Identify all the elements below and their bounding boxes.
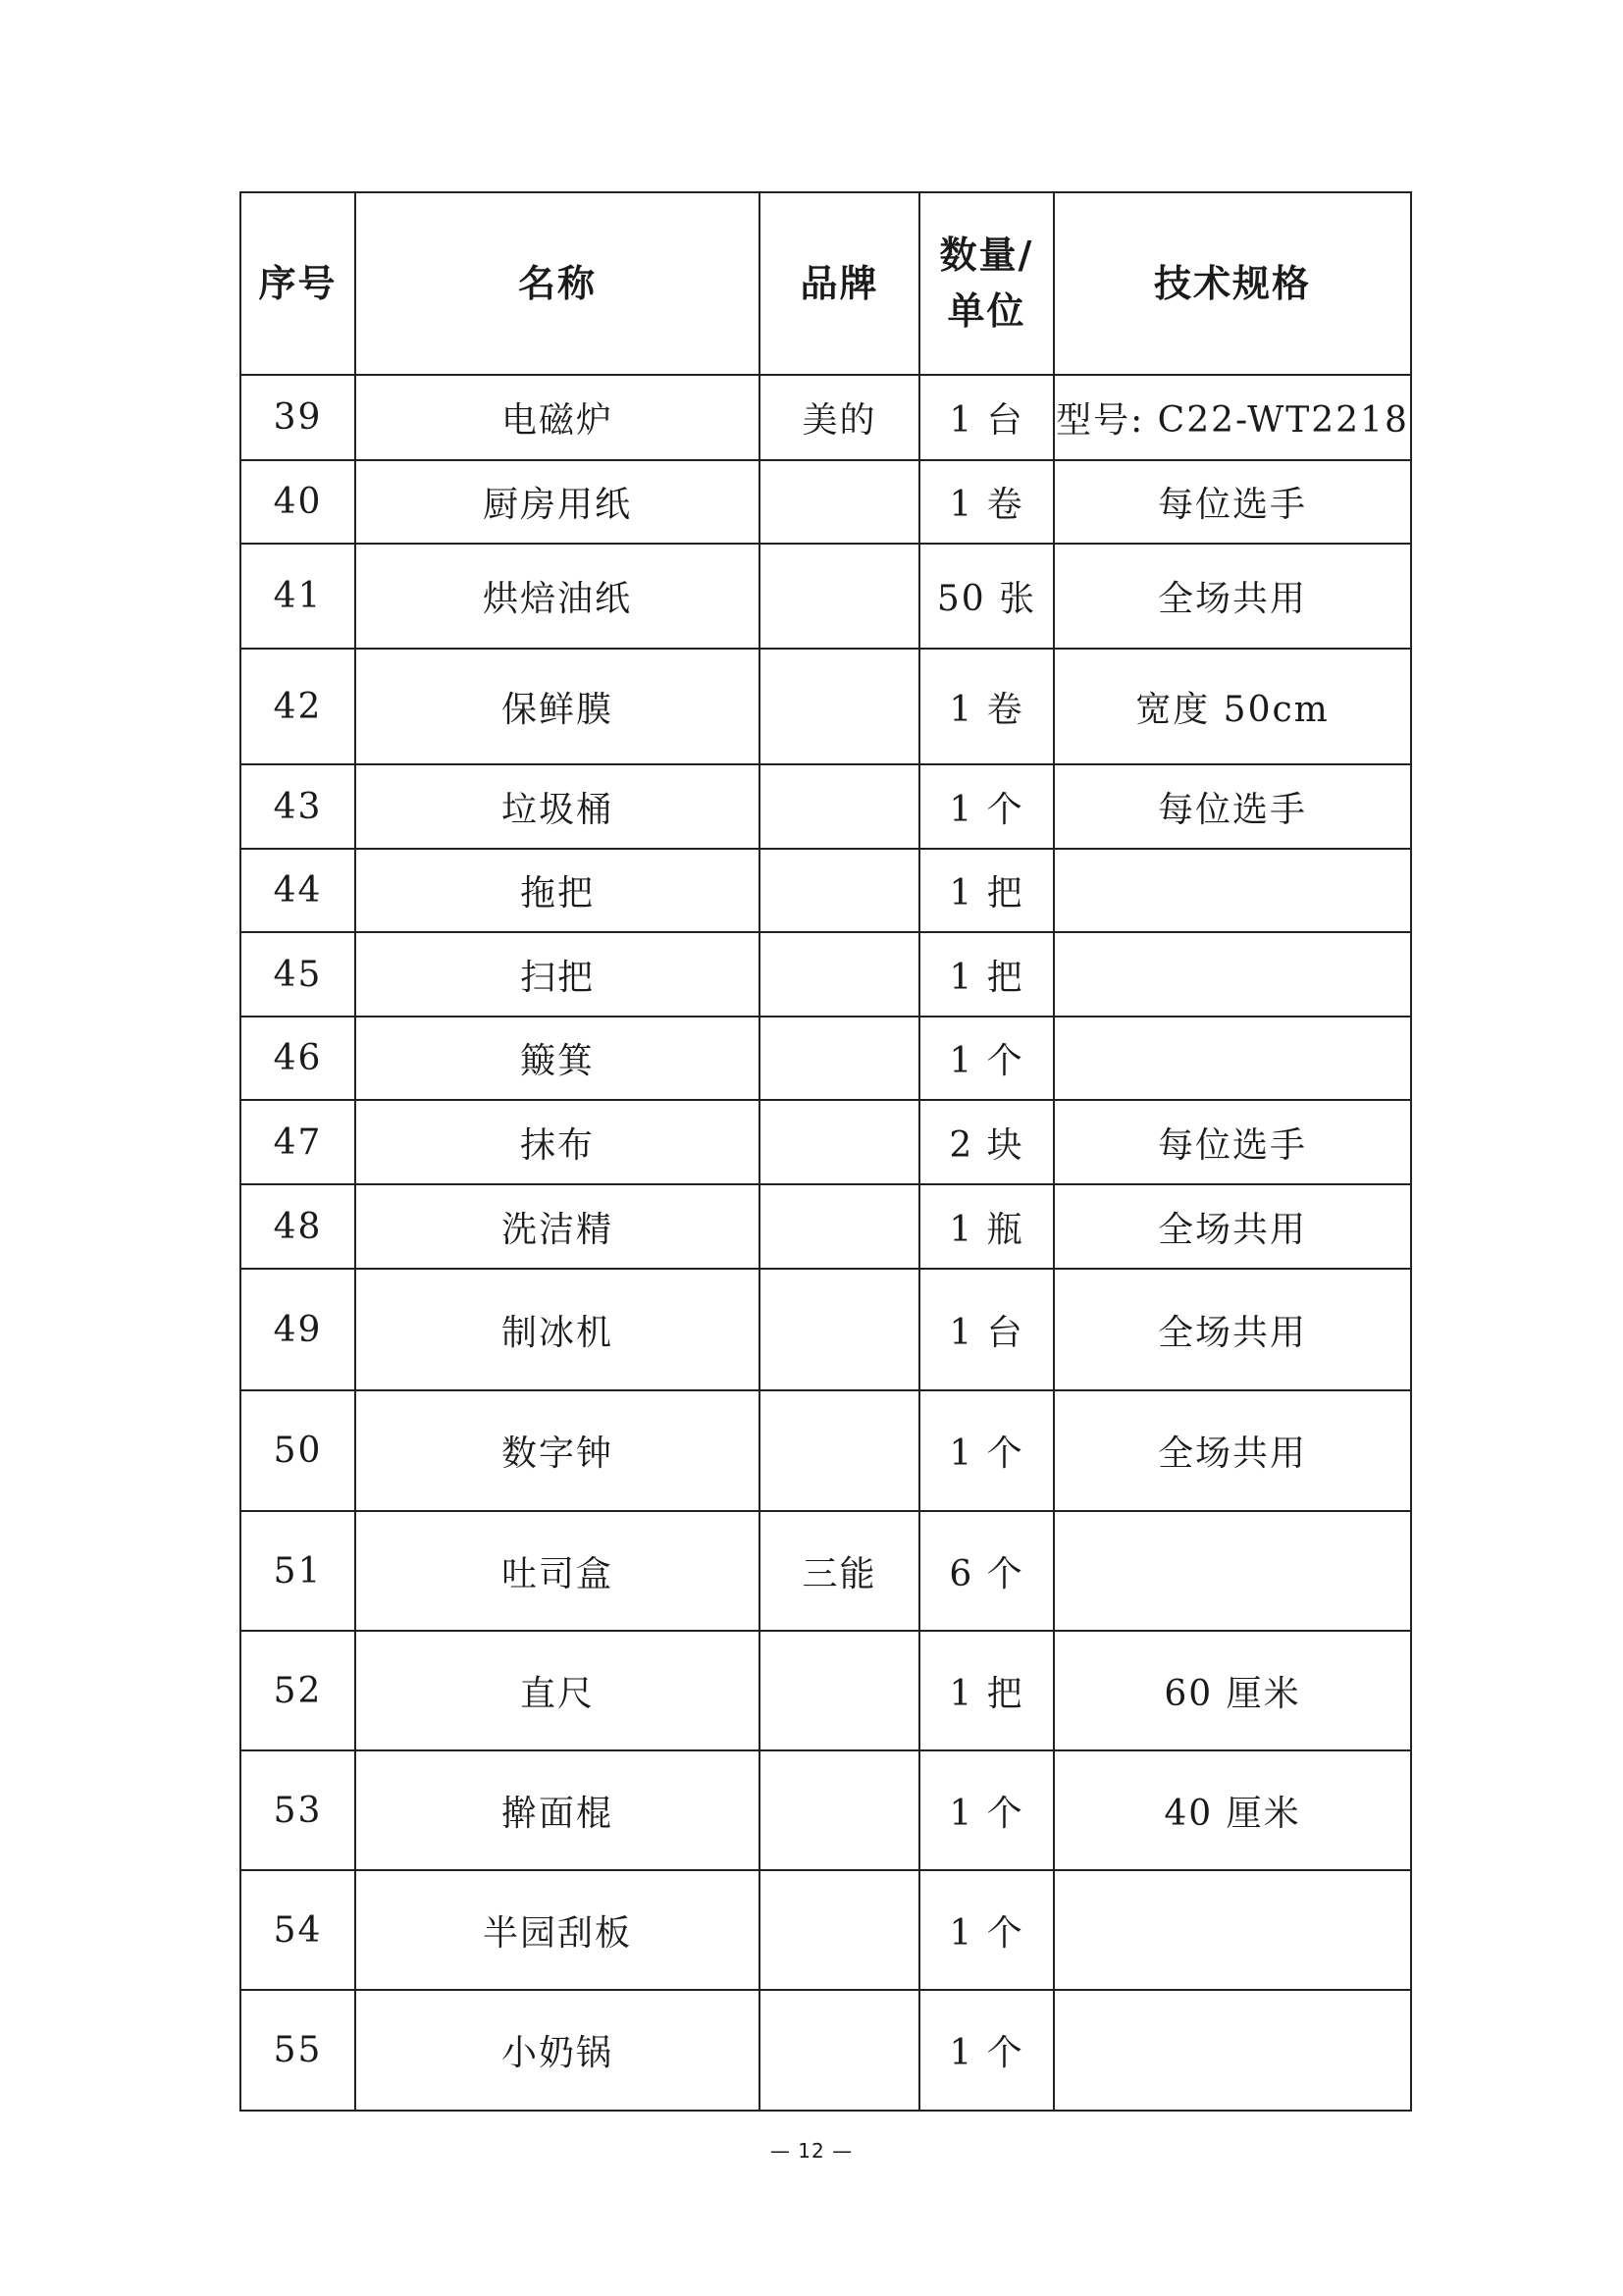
cell-name: 擀面棍 <box>355 1750 759 1870</box>
cell-index: 40 <box>240 460 355 544</box>
cell-spec <box>1054 1990 1411 2111</box>
cell-qty: 1 台 <box>919 1269 1054 1390</box>
cell-spec: 全场共用 <box>1054 1184 1411 1269</box>
table-row <box>240 1990 1411 2111</box>
cell-spec: 60 厘米 <box>1054 1631 1411 1750</box>
cell-brand <box>759 1184 919 1269</box>
cell-spec: 每位选手 <box>1054 1100 1411 1184</box>
cell-spec: 全场共用 <box>1054 1390 1411 1511</box>
header-spec: 技术规格 <box>1054 192 1411 375</box>
table-row <box>240 460 1411 544</box>
cell-index: 51 <box>240 1511 355 1631</box>
cell-brand <box>759 1750 919 1870</box>
cell-index: 53 <box>240 1750 355 1870</box>
cell-qty: 1 把 <box>919 932 1054 1017</box>
table-row <box>240 1100 1411 1184</box>
table-row <box>240 375 1411 460</box>
cell-brand <box>759 460 919 544</box>
cell-spec <box>1054 1511 1411 1631</box>
table-row <box>240 1511 1411 1631</box>
cell-qty: 1 个 <box>919 1990 1054 2111</box>
cell-index: 54 <box>240 1870 355 1990</box>
cell-spec: 每位选手 <box>1054 764 1411 849</box>
cell-name: 保鲜膜 <box>355 649 759 764</box>
cell-index: 48 <box>240 1184 355 1269</box>
cell-name: 半园刮板 <box>355 1870 759 1990</box>
cell-name: 洗洁精 <box>355 1184 759 1269</box>
cell-name: 拖把 <box>355 849 759 932</box>
cell-brand <box>759 1269 919 1390</box>
cell-qty: 1 瓶 <box>919 1184 1054 1269</box>
cell-index: 42 <box>240 649 355 764</box>
cell-brand <box>759 544 919 649</box>
cell-qty: 1 个 <box>919 1017 1054 1100</box>
cell-name: 簸箕 <box>355 1017 759 1100</box>
equipment-table-container <box>239 191 1410 2112</box>
header-name: 名称 <box>355 192 759 375</box>
cell-qty: 1 个 <box>919 1870 1054 1990</box>
cell-brand <box>759 1990 919 2111</box>
cell-index: 43 <box>240 764 355 849</box>
cell-spec <box>1054 849 1411 932</box>
equipment-table <box>239 191 1412 2112</box>
cell-brand <box>759 1631 919 1750</box>
cell-qty: 1 卷 <box>919 460 1054 544</box>
cell-qty: 1 个 <box>919 1390 1054 1511</box>
cell-qty: 1 个 <box>919 1750 1054 1870</box>
cell-index: 50 <box>240 1390 355 1511</box>
cell-name: 小奶锅 <box>355 1990 759 2111</box>
cell-name: 数字钟 <box>355 1390 759 1511</box>
cell-spec <box>1054 932 1411 1017</box>
cell-name: 厨房用纸 <box>355 460 759 544</box>
cell-spec: 型号: C22-WT2218 <box>1054 375 1411 460</box>
header-quantity <box>919 192 1054 375</box>
header-brand: 品牌 <box>759 192 919 375</box>
cell-brand <box>759 1017 919 1100</box>
cell-qty: 1 把 <box>919 849 1054 932</box>
cell-qty: 1 卷 <box>919 649 1054 764</box>
cell-brand <box>759 1390 919 1511</box>
cell-name: 烘焙油纸 <box>355 544 759 649</box>
cell-brand: 三能 <box>759 1511 919 1631</box>
table-row <box>240 1017 1411 1100</box>
table-header-row <box>240 192 1411 375</box>
cell-qty: 50 张 <box>919 544 1054 649</box>
cell-index: 46 <box>240 1017 355 1100</box>
cell-brand <box>759 649 919 764</box>
cell-name: 直尺 <box>355 1631 759 1750</box>
cell-qty: 1 把 <box>919 1631 1054 1750</box>
cell-index: 52 <box>240 1631 355 1750</box>
cell-spec: 全场共用 <box>1054 1269 1411 1390</box>
cell-index: 44 <box>240 849 355 932</box>
cell-brand <box>759 932 919 1017</box>
page-number: — 12 — <box>769 2139 854 2163</box>
cell-brand <box>759 1100 919 1184</box>
cell-name: 吐司盒 <box>355 1511 759 1631</box>
cell-index: 45 <box>240 932 355 1017</box>
cell-name: 垃圾桶 <box>355 764 759 849</box>
cell-index: 55 <box>240 1990 355 2111</box>
cell-spec: 宽度 50cm <box>1054 649 1411 764</box>
cell-spec: 每位选手 <box>1054 460 1411 544</box>
cell-qty: 6 个 <box>919 1511 1054 1631</box>
cell-index: 41 <box>240 544 355 649</box>
cell-name: 扫把 <box>355 932 759 1017</box>
cell-brand <box>759 1870 919 1990</box>
cell-spec: 40 厘米 <box>1054 1750 1411 1870</box>
table-body <box>240 375 1411 2111</box>
table-row <box>240 1870 1411 1990</box>
cell-brand: 美的 <box>759 375 919 460</box>
header-quantity-line2: 单位 <box>947 289 1026 333</box>
table-row <box>240 1750 1411 1870</box>
table-row <box>240 1269 1411 1390</box>
table-row <box>240 764 1411 849</box>
table-row <box>240 1184 1411 1269</box>
cell-name: 电磁炉 <box>355 375 759 460</box>
cell-spec <box>1054 1017 1411 1100</box>
cell-index: 39 <box>240 375 355 460</box>
header-quantity-line1: 数量/ <box>939 234 1034 277</box>
table-row <box>240 932 1411 1017</box>
cell-spec <box>1054 1870 1411 1990</box>
table-row <box>240 544 1411 649</box>
cell-spec: 全场共用 <box>1054 544 1411 649</box>
cell-brand <box>759 764 919 849</box>
cell-name: 抹布 <box>355 1100 759 1184</box>
table-row <box>240 849 1411 932</box>
table-row <box>240 649 1411 764</box>
cell-qty: 1 台 <box>919 375 1054 460</box>
cell-qty: 2 块 <box>919 1100 1054 1184</box>
table-row <box>240 1390 1411 1511</box>
cell-brand <box>759 849 919 932</box>
cell-index: 47 <box>240 1100 355 1184</box>
table-row <box>240 1631 1411 1750</box>
cell-qty: 1 个 <box>919 764 1054 849</box>
cell-name: 制冰机 <box>355 1269 759 1390</box>
cell-index: 49 <box>240 1269 355 1390</box>
header-index: 序号 <box>240 192 355 375</box>
